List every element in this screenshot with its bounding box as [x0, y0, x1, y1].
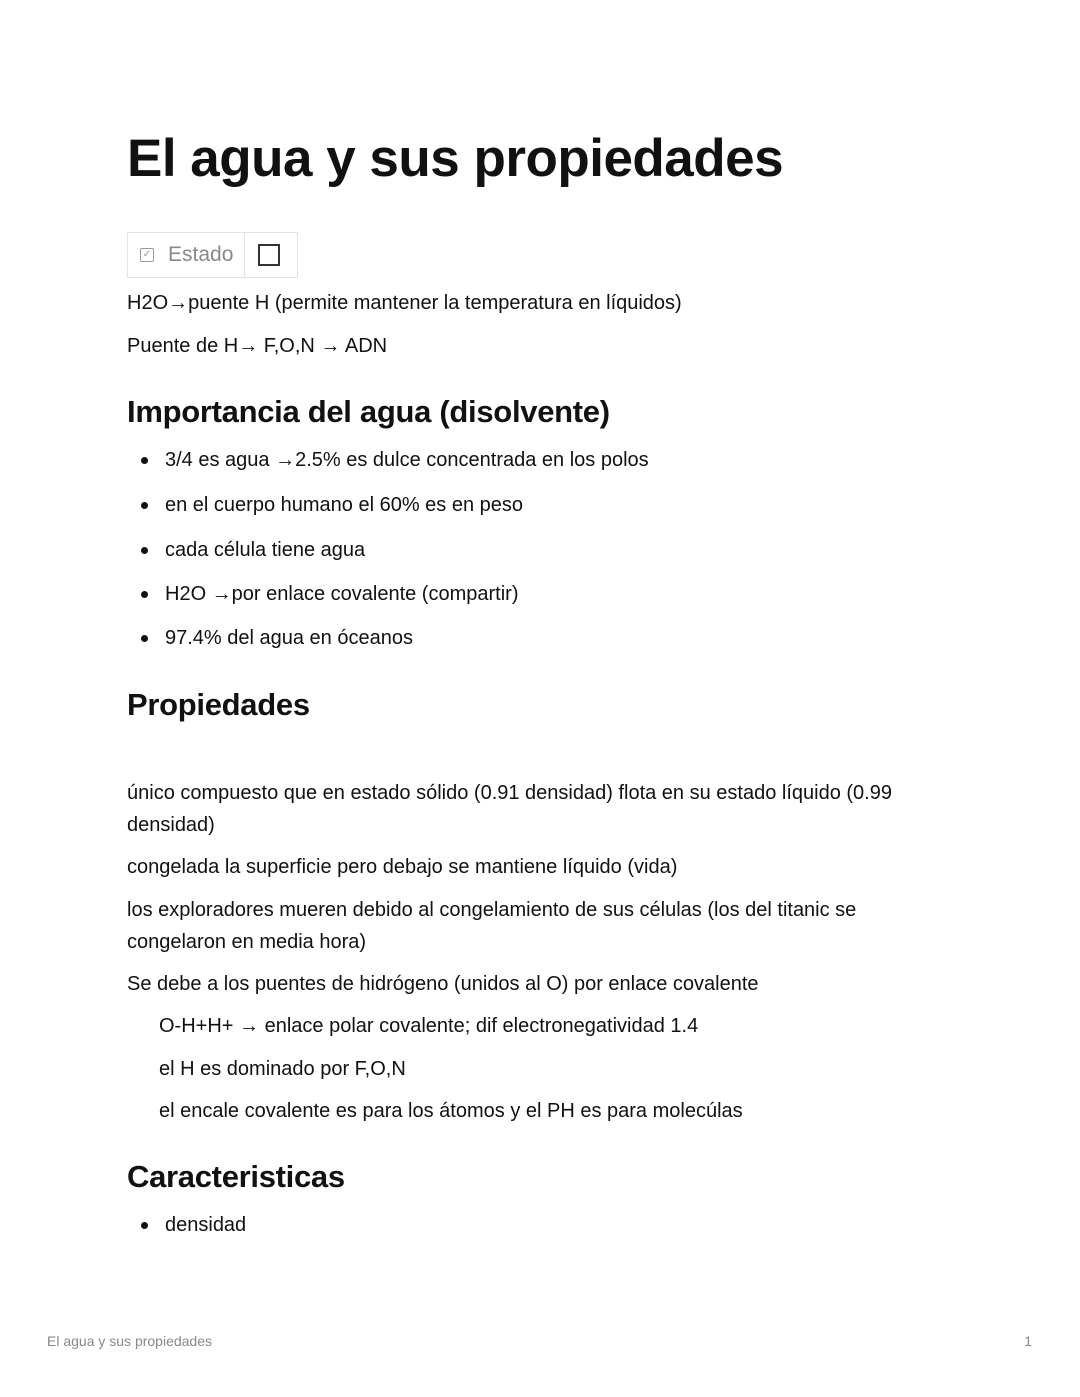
- page-number: 1: [1024, 1333, 1032, 1349]
- list-item: en el cuerpo humano el 60% es en peso: [165, 489, 523, 521]
- paragraph: Puente de H→ F,O,N → ADN: [127, 335, 388, 357]
- footer-title: El agua y sus propiedades: [47, 1333, 212, 1349]
- estado-checkbox[interactable]: [258, 244, 280, 266]
- indented-paragraph: O-H+H+ → enlace polar covalente; dif electronegatividad 1.4: [159, 1015, 699, 1037]
- indented-paragraph: el encale covalente es para los átomos y el PH es para molecúlas: [159, 1100, 743, 1122]
- paragraph: único compuesto que en estado sólido (0.91 densidad) flota en su estado líquido (0.99 densidad): [127, 782, 892, 836]
- list-item: densidad: [165, 1209, 246, 1241]
- paragraph: H2O→puente H (permite mantener la temperatura en líquidos): [127, 292, 682, 314]
- page-title: El agua y sus propiedades: [127, 129, 784, 188]
- paragraph: Se debe a los puentes de hidrógeno (unidos al O) por enlace covalente: [127, 973, 759, 995]
- property-value[interactable]: [245, 233, 297, 277]
- property-name: [128, 233, 245, 277]
- section-heading: Propiedades: [127, 687, 310, 722]
- checkbox-icon: ✓: [140, 248, 154, 262]
- property-row: [127, 232, 298, 278]
- list-item: 3/4 es agua →2.5% es dulce concentrada en los polos: [165, 444, 649, 476]
- list-item: 97.4% del agua en óceanos: [165, 622, 413, 654]
- list-item: cada célula tiene agua: [165, 534, 365, 566]
- property-label: Estado: [168, 243, 234, 266]
- list-item: H2O →por enlace covalente (compartir): [165, 578, 518, 610]
- paragraph: congelada la superficie pero debajo se mantiene líquido (vida): [127, 856, 678, 878]
- indented-paragraph: el H es dominado por F,O,N: [159, 1058, 406, 1080]
- paragraph: los exploradores mueren debido al congelamiento de sus células (los del titanic se congelaron en media hora): [127, 899, 857, 953]
- section-heading: Importancia del agua (disolvente): [127, 394, 610, 429]
- section-heading: Caracteristicas: [127, 1159, 345, 1194]
